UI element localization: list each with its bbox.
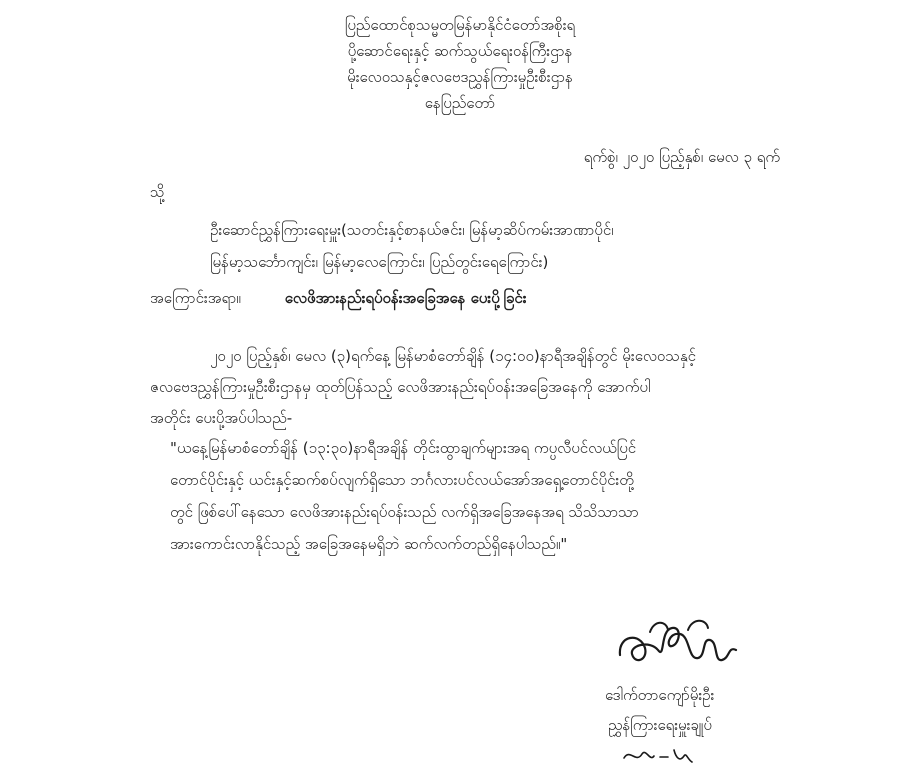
letterhead-city: နေပြည်တော် (424, 94, 496, 112)
body-paragraph (150, 341, 740, 434)
recipient-line: မြန်မာ့သင်္ဘောကျင်း၊ မြန်မာ့လေကြောင်း၊ ပြည်တွင်းရေကြောင်း) (210, 253, 549, 271)
to-label: သို့ (150, 183, 165, 201)
signature-block (580, 610, 800, 770)
letterhead-department: မိုးလေဝသနှင့်ဇလဗေဒညွှန်ကြားမှုဦးစီးဌာန (347, 68, 573, 86)
quote-line: တောင်ပိုင်းနှင့် ယင်းနှင့်ဆက်စပ်လျက်ရှိသော ဘင်္ဂလားပင်လယ်အော်အရှေ့တောင်ပိုင်းတို့ (170, 471, 634, 489)
subject-label: အကြောင်းအရာ။ (150, 289, 241, 307)
signer-title: ညွှန်ကြားရေးမှူးချုပ် (608, 716, 712, 734)
recipient-line: ဦးဆောင်ညွှန်ကြားရေးမှူး(သတင်းနှင့်စာနယ်ဇင်း၊ မြန်မာ့ဆိပ်ကမ်းအာဏာပိုင်၊ (210, 221, 614, 239)
quote-line: "ယနေ့မြန်မာစံတော်ချိန် (၁၃:၃၀)နာရီအချိန် တိုင်းထွာချက်များအရ ကပ္ပလီပင်လယ်ပြင် (170, 439, 637, 457)
subject-text: လေဖိအားနည်းရပ်ဝန်းအခြေအနေ ပေးပို့ခြင်း (284, 289, 527, 307)
quoted-bulletin (170, 432, 750, 560)
recipients (210, 214, 614, 278)
signer-name: ဒေါက်တာကျော်မိုးဦး (605, 686, 715, 704)
body-line: အတိုင်း ပေးပို့အပ်ပါသည်- (150, 409, 293, 427)
quote-line: အားကောင်းလာနိုင်သည့် အခြေအနေမရှိဘဲ ဆက်လက်တည်ရှိနေပါသည်။" (170, 535, 568, 553)
body-line: ဇလဗေဒညွှန်ကြားမှုဦးစီးဌာနမှ ထုတ်ပြန်သည့် လေဖိအားနည်းရပ်ဝန်းအခြေအနေကို အောက်ပါ (150, 378, 651, 396)
subject-line (150, 289, 527, 311)
handwritten-initials (620, 744, 700, 770)
handwritten-signature (610, 610, 750, 680)
letterhead-government: ပြည်ထောင်စုသမ္မတမြန်မာနိုင်ငံတော်အစိုးရ (344, 16, 576, 34)
letter-date: ရက်စွဲ၊ ၂၀၂၀ ပြည့်နှစ်၊ မေလ ၃ ရက် (583, 148, 780, 166)
body-line: ၂၀၂၀ ပြည့်နှစ်၊ မေလ (၃)ရက်နေ့ မြန်မာစံတော်ချိန် (၁၄:၀၀)နာရီအချိန်တွင် မိုးလေဝသနှင့် (210, 347, 696, 365)
quote-line: တွင် ဖြစ်ပေါ်နေသော လေဖိအားနည်းရပ်ဝန်းသည် လက်ရှိအခြေအနေအရ သိသိသာသာ (170, 503, 639, 521)
letterhead-ministry: ပို့ဆောင်ရေးနှင့် ဆက်သွယ်ရေးဝန်ကြီးဌာန (347, 42, 573, 60)
letterhead (200, 12, 720, 116)
